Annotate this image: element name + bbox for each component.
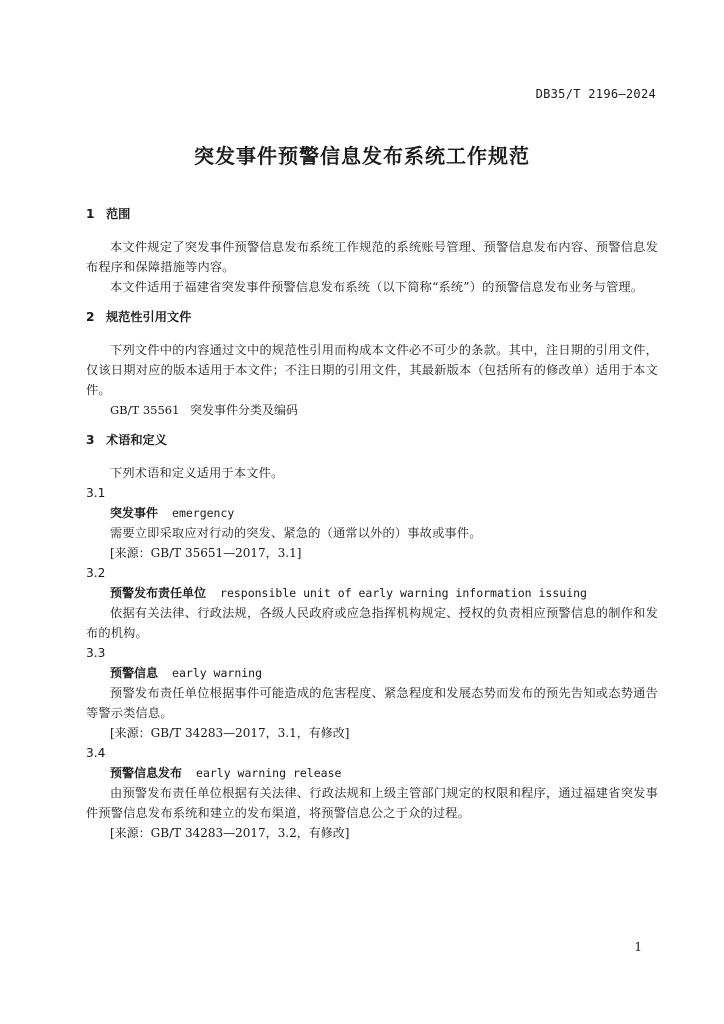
- standard-number: DB35/T 2196—2024: [535, 87, 656, 101]
- term-heading: [86, 503, 658, 523]
- reference-code: GB/T 35561: [110, 403, 180, 417]
- normative-references-paragraph: 下列文件中的内容通过文中的规范性引用而构成本文件必不可少的条款。其中，注日期的引用文件，仅该日期对应的版本适用于本文件；不注日期的引用文件，其最新版本（包括所有的修改单）适用于本文件。: [86, 343, 658, 397]
- term-definition: 预警发布责任单位根据事件可能造成的危害程度、紧急程度和发展态势而发布的预先告知或态势通告等警示类信息。: [86, 686, 658, 720]
- term-definition: 需要立即采取应对行动的突发、紧急的（通常以外的）事故或事件。: [110, 526, 482, 540]
- reference-title: 突发事件分类及编码: [190, 403, 299, 417]
- term-heading: [86, 663, 658, 683]
- term-english: responsible unit of early warning information issuing: [220, 586, 587, 600]
- term-heading: [86, 583, 658, 603]
- term-definition: 由预警发布责任单位根据有关法律、行政法规和上级主管部门规定的权限和程序，通过福建省突发事件预警信息发布系统和建立的发布渠道，将预警信息公之于众的过程。: [86, 786, 658, 820]
- scope-paragraph-2: 本文件适用于福建省突发事件预警信息发布系统（以下简称“系统”）的预警信息发布业务与管理。: [110, 280, 644, 294]
- term-definition: 依据有关法律、行政法规，各级人民政府或应急指挥机构规定、授权的负责相应预警信息的制作和发布的机构。: [86, 606, 658, 640]
- term-english: early warning release: [196, 766, 342, 780]
- term-chinese: 预警发布责任单位: [110, 586, 207, 600]
- term-english: early warning: [172, 666, 263, 680]
- section-title: 术语和定义: [106, 433, 167, 447]
- term-source: [来源：GB/T 34283—2017，3.1，有修改]: [110, 726, 350, 740]
- section-number: 3: [86, 433, 95, 447]
- scope-paragraph-1: 本文件规定了突发事件预警信息发布系统工作规范的系统账号管理、预警信息发布内容、预警信息发布程序和保障措施等内容。: [86, 240, 658, 274]
- reference-entry: [86, 400, 658, 420]
- term-source: [来源：GB/T 34283—2017，3.2，有修改]: [110, 826, 350, 840]
- term-chinese: 突发事件: [110, 506, 159, 520]
- section-number: 2: [86, 310, 95, 324]
- term-chinese: 预警信息: [110, 666, 159, 680]
- document-body: [86, 203, 658, 843]
- section-heading-normative-references: [86, 306, 658, 328]
- term-source: [来源：GB/T 35651—2017，3.1]: [110, 546, 302, 560]
- section-heading-scope: [86, 203, 658, 225]
- term-chinese: 预警信息发布: [110, 766, 183, 780]
- section-title: 规范性引用文件: [106, 310, 192, 324]
- section-number: 1: [86, 207, 95, 221]
- term-heading: [86, 763, 658, 783]
- document-title: 突发事件预警信息发布系统工作规范: [194, 144, 530, 168]
- page-number: 1: [634, 940, 642, 954]
- section-heading-terms-definitions: [86, 429, 658, 451]
- term-number: 3.1: [86, 486, 106, 500]
- term-number: 3.3: [86, 646, 106, 660]
- term-english: emergency: [172, 506, 235, 520]
- terms-intro: 下列术语和定义适用于本文件。: [110, 466, 284, 480]
- term-number: 3.4: [86, 746, 106, 760]
- section-title: 范围: [106, 207, 131, 221]
- term-number: 3.2: [86, 566, 106, 580]
